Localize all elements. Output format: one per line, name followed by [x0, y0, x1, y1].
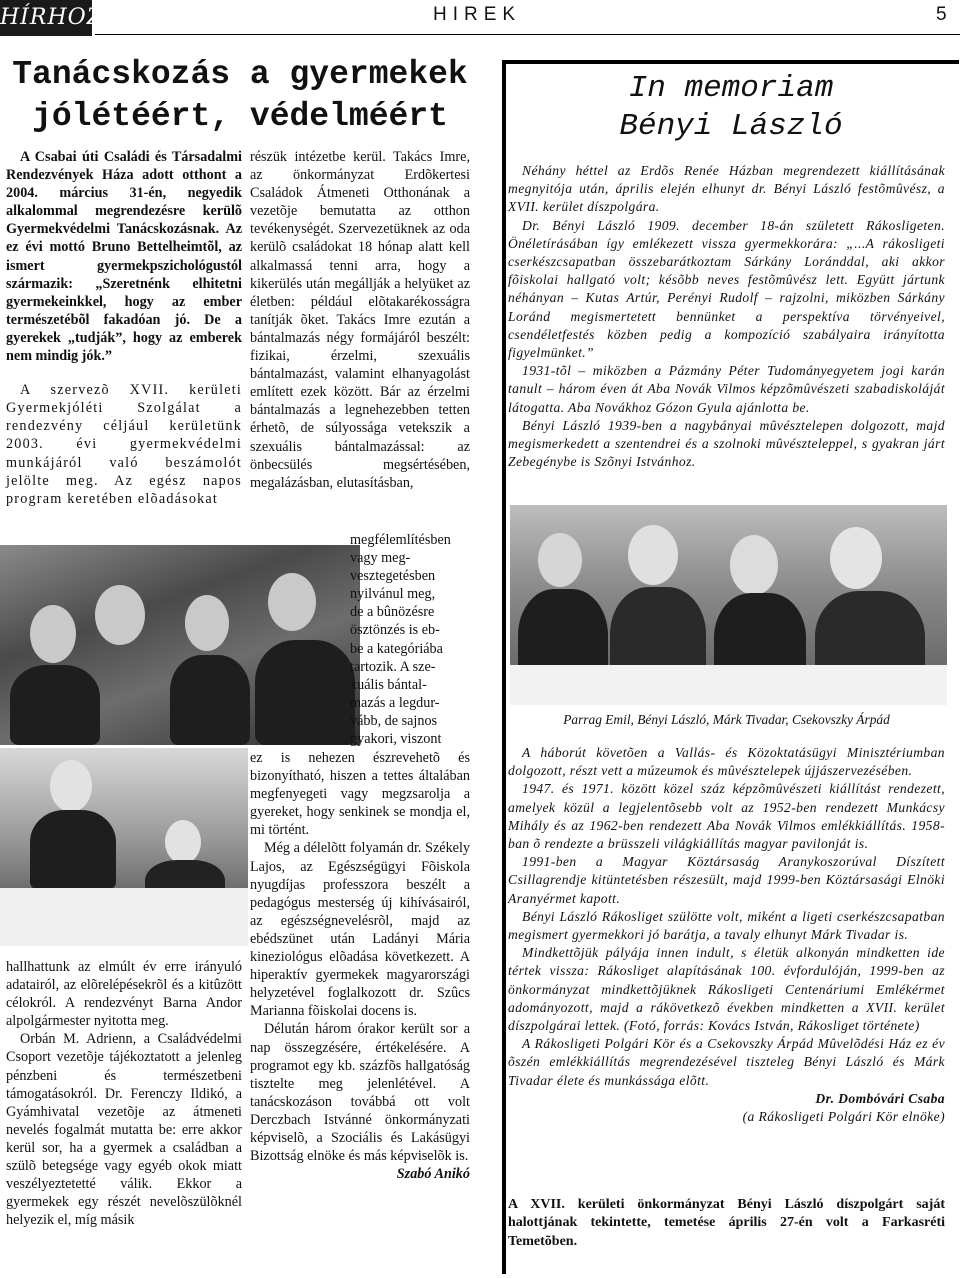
- publication-logo: HÍRHOZÓ: [0, 0, 92, 36]
- wrap-line: tartozik. A sze-: [350, 658, 436, 675]
- memoriam-paragraph: 1931-tõl – miközben a Pázmány Péter Tudományegyetem jogi karán tanult – három éven át Aba Novák Vilmos képzõmûvészeti szabadiskoláját látogatta. Aba Novákhoz Gózon Gyula ajánlotta be.: [508, 363, 945, 415]
- wrap-line: be a kategóriába: [350, 640, 443, 657]
- memoriam-paragraph: A Rákosligeti Polgári Kör és a Csekovszky Árpád Mûvelõdési Ház ez év õszén emlékkiállítás megrendezésével tiszteleg Bényi László és Márk Tivadar élete és munkássága elõtt.: [508, 1036, 945, 1088]
- article-column-1-bottom: [6, 958, 242, 1229]
- memoriam-paragraph: Bényi László 1939-ben a nagybányai mûvésztelepen dolgozott, majd megismerkedett a szentendrei és a szolnoki mûvészteleppel, s gyakran járt Zebegénybe is Szõnyi Istvánhoz.: [508, 417, 945, 470]
- wrap-line: nyilvánul meg,: [350, 586, 436, 603]
- wrap-line: vább, de sajnos: [350, 712, 438, 729]
- header-rule: [95, 34, 960, 35]
- article-headline: [0, 54, 480, 138]
- headline-line-1: Tanácskozás a gyermekek: [12, 56, 468, 93]
- memoriam-text-bottom: [508, 744, 945, 1126]
- article-paragraph: Délután három órakor került sor a nap összegzésére, értékelésére. A programot egy kb. százfõs hallgatóság tisztelte meg jelenlétével. A tanácskozáson továbbá ott volt Derczbach Istvánné önkormányzati képviselõ, a Szociális és Lakásügyi Bizottság elnöke és más képviselõk is.: [250, 1021, 470, 1165]
- wrap-line: ösztönzés is eb-: [350, 622, 440, 639]
- funeral-note: A XVII. kerületi önkormányzat Bényi László díszpolgárt saját halottjának tekintette, temetése április 27-én volt a Farkasréti Temetõben.: [508, 1197, 945, 1249]
- artists-photo: [510, 505, 947, 705]
- speakers-table-photo: [0, 748, 248, 946]
- article-author: Szabó Anikó: [396, 1166, 470, 1183]
- memoriam-author: Dr. Dombóvári Csaba: [815, 1090, 945, 1106]
- wrap-line: de a bûnözésre: [350, 604, 435, 621]
- article-lead: A Csabai úti Családi és Társadalmi Rendezvények Háza adott otthont a 2004. március 31-én, negyedik alkalommal megrendezésre kerülõ Gyermekvédelmi Tanácskozásnak. Az ez évi mottó Bruno Bettelheimtõl, az ismert gyermekpszichológustól származik: „Szeretnénk elhitetni gyermekeinkkel, hogy az ember természetébõl fakadóan jó. De a gyerekek „tudják”, hogy az emberek nem mindig jók.”: [6, 149, 242, 365]
- photo-caption: Parrag Emil, Bényi László, Márk Tivadar, Csekovszky Árpád: [563, 712, 890, 727]
- headline-line-2: jólétéért, védelméért: [32, 98, 448, 135]
- article-column-2-bottom: [250, 749, 470, 1183]
- wrap-line: gyakori, viszont: [350, 731, 442, 748]
- memoriam-title-line-1: In memoriam: [628, 71, 834, 106]
- wrap-line: megfélemlítésben vagy meg-: [350, 532, 451, 567]
- memoriam-paragraph: Dr. Bényi László 1909. december 18-án született Rákosligeten. Önéletírásában így emlékezett vissza gyermekkorára: „...A rákosligeti cserkészcsapatban összebarátkoztam Sárkány Loránddal, aki akkor fõiskolai hallgató volt; késõbb neves festõmûvész lett. Együtt jártunk néhányan – Kutas Artúr, Perényi Rudolf – rajzolni, miközben Sárkány Loránd megismertetett bennünket a perspektíva törvényeivel, csendéletfestés közben pedig a kompozíció szabályaira irányította figyelmünket.”: [508, 217, 945, 361]
- article-paragraph: Még a délelõtt folyamán dr. Székely Lajos, az Egészségügyi Fõiskola nyugdíjas professzora beszélt a pedagógus mesterség új kihívásairól, az egészségnevelésrõl, majd az ebédszünet után Ladányi Mária kineziológus elõadása következett. A hiperaktív gyermekek magyarországi helyzetével foglalkozott dr. Szûcs Marianna fõiskolai docens is.: [250, 840, 470, 1020]
- memoriam-title-line-2: Bényi László: [619, 109, 843, 144]
- article-column-1-top: [6, 148, 242, 508]
- memoriam-text-top: [508, 162, 945, 471]
- memoriam-title: [506, 70, 956, 146]
- memoriam-paragraph: 1991-ben a Magyar Köztársaság Aranykoszorúval Díszített Csillagrendje kitüntetésben részesült, majd 1999-ben Köztársasági Elnöki Aranyérmet kapott.: [508, 854, 945, 906]
- wrap-line: vesztegetésben: [350, 568, 436, 585]
- article-column-2-wrap: [350, 531, 470, 748]
- article-paragraph: részük intézetbe kerül. Takács Imre, az önkormányzat Erdõkertesi Családok Átmeneti Otthonának a vezetõje bemutatta az otthon tevékenységét. Szervezetüknek az oda kerülõ családokat 18 hónap alatt kell alkalmassá tenni arra, hogy a kikerülés után megállják a helyüket az életben: például elõtakarékosságra tanítják õket. Takács Imre ezután a bántalmazás négy formájáról beszélt: fizikai, érzelmi, szexuális bántalmazást, valamint elhanyagolást említett ezek között. Bár az érzelmi bántalmazás a legnehezebben tetten érhetõ, de súlyossága vetekszik a szexuális bántalmazással: az önbecsülés megsértésében, megalázásban, elutasításban,: [250, 149, 470, 491]
- article-column-2-top: [250, 148, 470, 492]
- running-title: HIREK: [433, 4, 522, 25]
- memoriam-paragraph: Mindkettõjük pályája innen indult, s életük alkonyán mindketten ide tértek vissza: Rákosliget alapításának 100. évfordulóján, 1999-ben az önkormányzat mindkettõjüknek Rákosligeti Centenáriumi Emlékérmet adományozott, majd a rákövetkezõ években mindketten a XVII. kerület díszpolgárai lettek. (Fotó, forrás: Kovács István, Rákosliget története): [508, 945, 945, 1034]
- wrap-line: xuális bántal-: [350, 676, 427, 693]
- wrap-line: mazás a legdur-: [350, 694, 440, 711]
- memoriam-paragraph: Néhány héttel az Erdõs Renée Házban megrendezett kiállításának megnyitója után, április elején elhunyt dr. Bényi László festõmûvész, a XVII. kerület díszpolgára.: [508, 163, 945, 215]
- article-paragraph: ez is nehezen észrevehetõ és bizonyítható, hiszen a tettes általában megfenyegeti vagy megzsarolja a gyereket, hogy senkinek se mondja el, mi történt.: [250, 750, 470, 839]
- memoriam-paragraph: Bényi László Rákosliget szülötte volt, miként a ligeti cserkészcsapatban megismert gyermekkori jó barátja, a tavaly elhunyt Márk Tivadar is.: [508, 908, 945, 943]
- page-number: 5: [936, 4, 947, 25]
- article-paragraph: hallhattunk az elmúlt év erre irányuló adatairól, az elõrelépésekrõl és a kitûzött célokról. A rendezvényt Barna Andor alpolgármester nyitotta meg.: [6, 959, 242, 1030]
- memoriam-author-affiliation: (a Rákosligeti Polgári Kör elnöke): [742, 1109, 945, 1125]
- memoriam-paragraph: 1947. és 1971. között közel száz képzõmûvészeti kiállítást rendezett, amelyek közül a legjelentõsebb volt az 1952-ben rendezett Munkácsy Mihály és az 1962-ben rendezett Aba Novák Vilmos emlékkiállítás. 1958-ban õ rendezte a brüsszeli világkiállítás magyar pavilonját is.: [508, 781, 945, 852]
- memoriam-paragraph: A háborút követõen a Vallás- és Közoktatásügyi Minisztériumban dolgozott, részt vett a múzeumok és mûvésztelepek újjászervezésében.: [508, 745, 945, 779]
- article-paragraph: Orbán M. Adrienn, a Családvédelmi Csoport vezetõje tájékoztatott a jelenleg pénzbeni és természetbeni támogatásokról. Dr. Ferenczy Ildikó, a Gyámhivatal vezetõje az átmeneti nevelés fogalmát mutatta be: erre akkor kerül sor, ha a gyermek a családban a szülõ betegsége vagy egyéb okok miatt veszélyeztetetté válik. Ekkor a gyermekek egy részét nevelõszülõknél helyezik el, míg másik: [6, 1031, 242, 1229]
- conference-audience-photo: [0, 545, 360, 745]
- article-paragraph: A szervezõ XVII. kerületi Gyermekjóléti Szolgálat a rendezvény céljául kerületünk 2003. évi gyermekvédelmi munkájáról való beszámolót jelölte meg. Az egész napos program keretében elõadásokat: [6, 382, 242, 507]
